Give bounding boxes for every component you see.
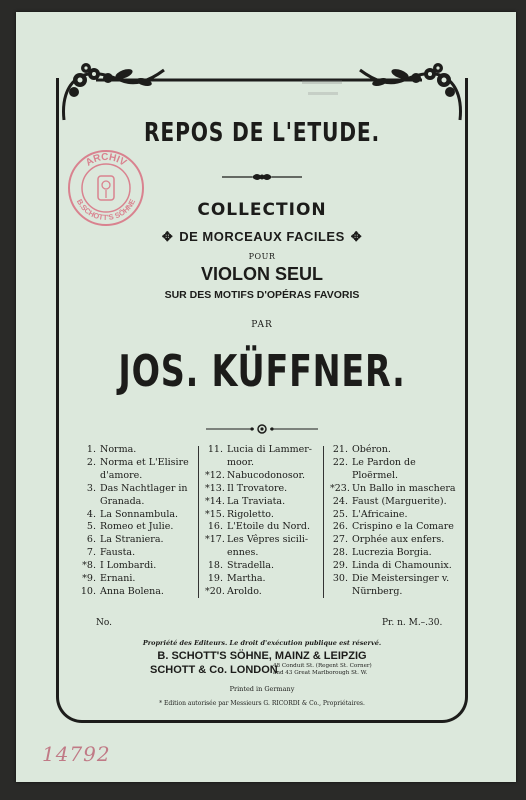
work-title: La Straniera.: [100, 534, 164, 546]
work-title: Stradella.: [227, 560, 274, 572]
work-title: Ploërmel.: [352, 469, 399, 481]
column-divider: [198, 446, 199, 598]
work-item: [78, 444, 196, 457]
work-number: 4.: [86, 508, 96, 520]
instrument-heading: VIOLON SEUL: [200, 264, 323, 284]
london-address: [273, 663, 372, 677]
handwritten-number: 14792: [42, 742, 111, 766]
work-number: 5.: [86, 521, 96, 533]
work-item: [330, 547, 458, 560]
property-notice: Propriété des Editeurs. Le droit d'exécution publique est réservé.: [142, 639, 382, 647]
work-number: *17.: [205, 534, 225, 546]
work-title: La Traviata.: [227, 495, 286, 507]
page-title: REPOS DE L'ETUDE.: [144, 118, 380, 148]
work-item: [330, 496, 458, 509]
work-item: [78, 470, 196, 483]
floral-vine-right-icon: [354, 62, 464, 122]
subtitle-text: DE MORCEAUX FACILES: [179, 229, 345, 244]
fleuron-left-icon: ✥: [161, 229, 174, 244]
work-item: [330, 534, 458, 547]
work-item: [330, 521, 458, 534]
work-title: Norma.: [100, 444, 137, 455]
work-item: [205, 560, 317, 573]
work-number: 28.: [332, 547, 348, 559]
work-item: [330, 457, 458, 470]
work-item: [78, 457, 196, 470]
work-title: Orphée aux enfers.: [352, 534, 445, 546]
work-number: 16.: [207, 521, 223, 533]
floral-vine-left-icon: [60, 62, 170, 122]
work-item: [205, 457, 317, 470]
edition-note: * Edition autorisée par Messieurs G. RICORDI & Co., Propriétaires.: [159, 700, 365, 707]
address-line-2: and 43 Great Marlborough St. W.: [273, 670, 368, 676]
work-number: 30.: [332, 573, 348, 585]
work-item: [205, 483, 317, 496]
work-title: Das Nachtlager in: [100, 482, 188, 494]
subtitle-line: [56, 229, 468, 245]
work-number: 21.: [332, 444, 348, 455]
work-item: [205, 586, 317, 599]
archive-stamp: [66, 148, 146, 228]
work-number: 6.: [86, 534, 96, 546]
work-item: [205, 534, 317, 547]
work-title: Rigoletto.: [227, 508, 274, 520]
work-title: Obéron.: [352, 444, 391, 455]
work-number: 26.: [332, 521, 348, 533]
composer-name: JOS. KÜFFNER.: [118, 346, 406, 397]
work-number: 7.: [86, 547, 96, 559]
work-title: Romeo et Julie.: [100, 521, 174, 533]
work-title: Norma et L'Elisire: [100, 456, 189, 468]
work-number: *23.: [330, 482, 350, 494]
work-number: 3.: [86, 482, 96, 494]
works-list-column-3: [330, 444, 458, 599]
work-title: Faust (Marguerite).: [352, 495, 447, 507]
work-title: L'Etoile du Nord.: [227, 521, 311, 533]
work-title: Granada.: [100, 495, 145, 507]
work-title: Lucrezia Borgia.: [352, 547, 432, 559]
work-number: *9.: [82, 573, 96, 585]
work-number: 18.: [207, 560, 223, 572]
work-item: [330, 470, 458, 483]
work-number: 10.: [80, 585, 96, 597]
column-divider: [323, 446, 324, 598]
work-number: 1.: [86, 444, 96, 455]
work-item: [78, 560, 196, 573]
work-title: Crispino e la Comare: [352, 521, 454, 533]
work-title: d'amore.: [100, 469, 143, 481]
work-item: [205, 573, 317, 586]
work-title: moor.: [227, 456, 254, 468]
work-item: [78, 496, 196, 509]
work-title: Un Ballo in maschera: [352, 482, 456, 494]
work-title: Fausta.: [100, 547, 136, 559]
work-title: Le Pardon de: [352, 456, 416, 468]
work-item: [78, 573, 196, 586]
work-item: [78, 509, 196, 522]
work-item: [330, 586, 458, 599]
works-list-column-2: [205, 444, 317, 599]
ornament-divider-icon-2: [56, 422, 468, 436]
work-item: [205, 547, 317, 560]
work-item: [330, 483, 458, 496]
bleed-through-mark: [300, 76, 360, 106]
work-title: Linda di Chamounix.: [352, 560, 452, 572]
work-number: 27.: [332, 534, 348, 546]
work-title: Nabucodonosor.: [227, 469, 305, 481]
work-title: Lucia di Lammer-: [227, 444, 312, 455]
work-title: Anna Bolena.: [100, 585, 164, 597]
work-title: Die Meistersinger v.: [352, 573, 450, 585]
work-number: 22.: [332, 456, 348, 468]
work-item: [330, 573, 458, 586]
work-item: [205, 470, 317, 483]
work-number: *14.: [205, 495, 225, 507]
work-number: 2.: [86, 456, 96, 468]
work-title: I Lombardi.: [100, 560, 157, 572]
work-item: [78, 586, 196, 599]
address-line-1: 48 Conduit St. (Regent St. Corner): [273, 663, 372, 669]
work-number: 29.: [332, 560, 348, 572]
price-label: Pr. n. M.–.30.: [382, 618, 443, 628]
printed-in: Printed in Germany: [229, 685, 295, 693]
work-number: 25.: [332, 508, 348, 520]
work-item: [78, 534, 196, 547]
work-item: [78, 483, 196, 496]
work-title: L'Africaine.: [352, 508, 408, 520]
collection-heading: COLLECTION: [197, 200, 327, 220]
work-item: [205, 509, 317, 522]
work-title: Ernani.: [100, 573, 136, 585]
work-item: [78, 521, 196, 534]
publisher-mainz: B. SCHOTT'S SÖHNE, MAINZ & LEIPZIG: [157, 650, 367, 662]
work-number: *8.: [82, 560, 96, 572]
number-label: No.: [96, 618, 112, 628]
work-title: ennes.: [227, 547, 259, 559]
work-number: *20.: [205, 585, 225, 597]
par-label: PAR: [251, 320, 273, 330]
work-number: 24.: [332, 495, 348, 507]
work-number: *15.: [205, 508, 225, 520]
motifs-line: SUR DES MOTIFS D'OPÉRAS FAVORIS: [164, 289, 360, 301]
work-item: [330, 444, 458, 457]
work-item: [205, 444, 317, 457]
work-title: Nürnberg.: [352, 585, 403, 597]
work-item: [330, 560, 458, 573]
works-list-column-1: [78, 444, 196, 599]
work-item: [205, 521, 317, 534]
work-number: 19.: [207, 573, 223, 585]
work-number: *13.: [205, 482, 225, 494]
work-item: [205, 496, 317, 509]
stamp-top-text: ARCHIV: [83, 151, 129, 169]
work-number: *12.: [205, 469, 225, 481]
work-title: Aroldo.: [227, 585, 262, 597]
work-item: [330, 509, 458, 522]
work-title: Il Trovatore.: [227, 482, 288, 494]
work-title: La Sonnambula.: [100, 508, 179, 520]
pour-label: POUR: [248, 252, 276, 261]
work-title: Martha.: [227, 573, 266, 585]
stamp-bottom-text: B.SCHOTT'S SÖHNE: [74, 197, 138, 223]
fleuron-right-icon: ✥: [350, 229, 363, 244]
work-number: 11.: [207, 444, 223, 455]
work-item: [78, 547, 196, 560]
publisher-london: SCHOTT & Co. LONDON: [150, 664, 278, 676]
work-title: Les Vêpres sicili-: [227, 534, 309, 546]
